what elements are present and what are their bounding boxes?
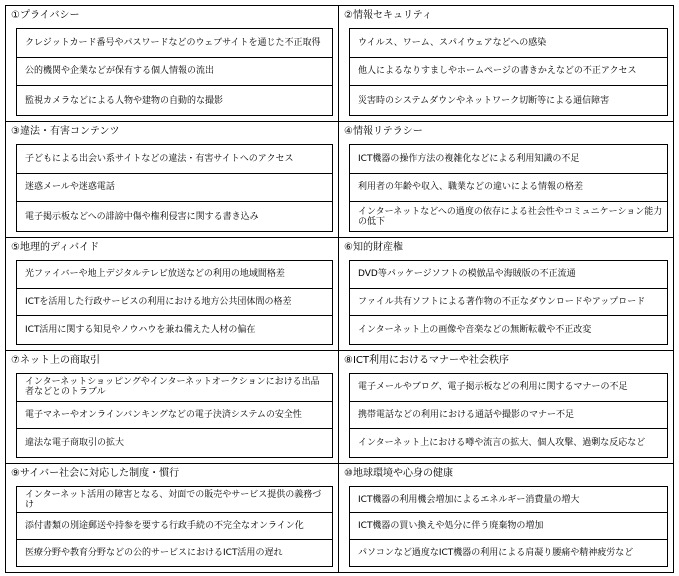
section-title: ⑨サイバー社会に対応した制度・慣行 [11, 468, 180, 479]
section-items [16, 144, 333, 232]
list-item [350, 513, 667, 539]
section-title: ⑦ネット上の商取引 [11, 355, 100, 366]
section-title: ③違法・有害コンテンツ [11, 126, 120, 137]
section-6 [338, 237, 674, 351]
list-item [17, 174, 332, 203]
list-item [17, 487, 332, 513]
section-title: ①プライバシー [11, 10, 80, 21]
item-text: 迷惑メールや迷惑電話 [25, 182, 115, 193]
section-title: ⑩地球環境や心身の健康 [344, 468, 453, 479]
list-item [350, 86, 667, 115]
list-item [17, 289, 332, 317]
item-text: 電子掲示板などへの誹謗中傷や権利侵害に関する書き込み [25, 211, 259, 222]
section-title: ②情報セキュリティ [344, 10, 432, 21]
list-item [350, 316, 667, 344]
list-item [350, 487, 667, 513]
section-items [16, 260, 333, 345]
item-text: インターネットなどへの過度の依存による社会性やコミュニケーション能力の低下 [358, 206, 663, 227]
list-item [350, 374, 667, 402]
list-item [350, 29, 667, 58]
section-title: ⑥知的財産権 [344, 242, 403, 253]
list-item [350, 540, 667, 566]
item-text: 添付書類の別途郵送や持参を要する行政手続の不完全なオンライン化 [25, 520, 304, 531]
item-text: 監視カメラなどによる人物や建物の自動的な撮影 [25, 95, 224, 106]
section-5 [5, 237, 339, 351]
list-item [350, 145, 667, 174]
section-1 [5, 5, 339, 122]
section-items [16, 486, 333, 567]
item-text: ICTを活用した行政サービスの利用における地方公共団体間の格差 [25, 296, 292, 307]
item-text: インターネットショッピングやインターネットオークションにおける出品者などとのトラブル [25, 377, 320, 398]
list-item [350, 261, 667, 289]
list-item [17, 145, 332, 174]
section-items [349, 373, 668, 458]
list-item [17, 29, 332, 58]
list-item [350, 202, 667, 231]
list-item [17, 261, 332, 289]
section-title: ④情報リテラシー [344, 126, 423, 137]
list-item [350, 402, 667, 430]
item-text: パソコンなど過度なICT機器の利用による肩凝り腰痛や精神疲労など [358, 547, 634, 558]
item-text: クレジットカード番号やパスワードなどのウェブサイトを通じた不正取得 [25, 37, 321, 48]
list-item [17, 429, 332, 457]
item-text: 公的機関や企業などが保有する個人情報の流出 [25, 66, 215, 77]
section-3 [5, 121, 339, 238]
item-text: 災害時のシステムダウンやネットワーク切断等による通信障害 [358, 95, 610, 106]
list-item [350, 174, 667, 203]
section-title: ⑤地理的ディバイド [11, 242, 100, 253]
item-text: 光ファイバーや地上デジタルテレビ放送などの利用の地域間格差 [25, 269, 285, 280]
list-item [350, 58, 667, 87]
item-text: 携帯電話などの利用における通話や撮影のマナー不足 [358, 409, 575, 420]
item-text: インターネット活用の障害となる、対面での販売やサービス提供の義務づけ [25, 489, 322, 510]
section-7 [5, 350, 339, 464]
section-10 [338, 463, 674, 573]
section-title: ⑧ICT利用におけるマナーや社会秩序 [344, 355, 510, 366]
section-8 [338, 350, 674, 464]
item-text: インターネット上における噂や流言の拡大、個人攻撃、過剰な反応など [358, 438, 646, 449]
item-text: 医療分野や教育分野などの公的サービスにおけるICT活用の遅れ [25, 547, 283, 558]
item-text: DVD等パッケージソフトの模倣品や海賊版の不正流通 [358, 269, 576, 280]
section-items [16, 373, 333, 458]
list-item [17, 513, 332, 539]
section-2 [338, 5, 674, 122]
item-text: 利用者の年齢や収入、職業などの違いによる情報の格差 [358, 182, 584, 193]
item-text: 他人によるなりすましやホームページの書きかえなどの不正アクセス [358, 66, 637, 77]
list-item [17, 58, 332, 87]
section-4 [338, 121, 674, 238]
list-item [17, 374, 332, 402]
item-text: ファイル共有ソフトによる著作物の不正なダウンロードやアップロード [358, 296, 646, 307]
section-items [349, 486, 668, 567]
item-text: 違法な電子商取引の拡大 [25, 438, 125, 449]
item-text: 電子マネーやオンラインバンキングなどの電子決済システムの安全性 [25, 409, 302, 420]
section-9 [5, 463, 339, 573]
item-text: ICT活用に関する知見やノウハウを兼ね備えた人材の偏在 [25, 325, 256, 336]
list-item [17, 402, 332, 430]
section-items [349, 28, 668, 116]
list-item [17, 86, 332, 115]
item-text: ICT機器の操作方法の複雑化などによる利用知識の不足 [358, 153, 580, 164]
section-items [349, 144, 668, 232]
item-text: 子どもによる出会い系サイトなどの違法・有害サイトへのアクセス [25, 153, 294, 164]
item-text: 電子メールやブログ、電子掲示板などの利用に関するマナーの不足 [358, 382, 628, 393]
item-text: ICT機器の利用機会増加によるエネルギー消費量の増大 [358, 494, 580, 505]
item-text: ICT機器の買い換えや処分に伴う廃棄物の増加 [358, 520, 544, 531]
list-item [350, 289, 667, 317]
item-text: インターネット上の画像や音楽などの無断転載や不正改変 [358, 325, 592, 336]
section-items [349, 260, 668, 345]
item-text: ウイルス、ワーム、スパイウェアなどへの感染 [358, 37, 547, 48]
list-item [17, 316, 332, 344]
list-item [17, 540, 332, 566]
list-item [350, 429, 667, 457]
list-item [17, 202, 332, 231]
section-items [16, 28, 333, 116]
